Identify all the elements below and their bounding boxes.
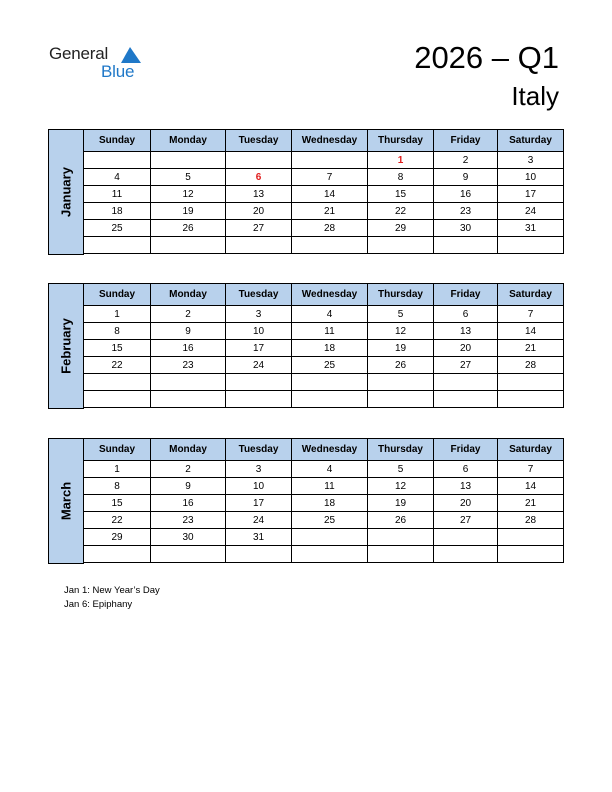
day-cell: 2 [151,461,226,478]
day-cell: 15 [84,495,151,512]
day-cell: 10 [498,169,564,186]
day-cell: 3 [226,461,292,478]
empty-day-cell [292,237,368,254]
day-cell: 12 [368,323,434,340]
empty-day-cell [151,391,226,408]
day-cell: 10 [226,323,292,340]
empty-day-cell [368,391,434,408]
weekday-header: Monday [151,284,226,306]
day-cell: 27 [226,220,292,237]
day-cell: 19 [151,203,226,220]
day-cell: 31 [226,529,292,546]
month-name: January [58,167,74,217]
holiday-note: Jan 6: Epiphany [64,599,133,610]
empty-day-cell [226,546,292,563]
day-cell: 13 [434,323,498,340]
empty-day-cell [434,237,498,254]
day-cell: 8 [84,478,151,495]
weekday-header: Thursday [368,130,434,152]
empty-day-cell [368,546,434,563]
day-cell: 2 [434,152,498,169]
day-cell: 18 [84,203,151,220]
day-cell: 11 [84,186,151,203]
day-cell: 11 [292,478,368,495]
empty-day-cell [368,529,434,546]
empty-day-cell [226,374,292,391]
weekday-header: Sunday [84,439,151,461]
day-cell: 20 [226,203,292,220]
country-name: Italy [511,81,559,111]
day-cell: 17 [226,340,292,357]
day-cell: 7 [498,306,564,323]
day-cell: 19 [368,340,434,357]
day-cell: 26 [368,512,434,529]
day-cell: 7 [292,169,368,186]
day-cell: 30 [151,529,226,546]
month-name: February [58,318,74,374]
empty-day-cell [368,374,434,391]
month-grid [84,439,564,564]
empty-day-cell [292,391,368,408]
day-cell: 24 [226,357,292,374]
day-cell: 5 [151,169,226,186]
day-cell: 29 [84,529,151,546]
day-cell: 13 [434,478,498,495]
day-cell: 8 [84,323,151,340]
day-cell: 22 [84,512,151,529]
day-cell: 23 [151,512,226,529]
empty-day-cell [226,152,292,169]
day-cell: 20 [434,340,498,357]
empty-day-cell [151,546,226,563]
day-cell: 3 [498,152,564,169]
day-cell: 21 [292,203,368,220]
day-cell: 28 [498,512,564,529]
month-side-band [49,130,84,255]
day-cell: 4 [292,306,368,323]
weekday-header: Thursday [368,439,434,461]
day-cell: 1 [84,461,151,478]
weekday-header: Tuesday [226,439,292,461]
day-cell: 18 [292,495,368,512]
day-cell: 8 [368,169,434,186]
day-cell: 6 [434,461,498,478]
logo-flag-icon [121,47,141,63]
empty-day-cell [226,237,292,254]
day-cell: 9 [151,323,226,340]
empty-day-cell [84,374,151,391]
day-cell: 12 [151,186,226,203]
month-grid [84,284,564,409]
weekday-header: Saturday [498,439,564,461]
month-side-band [49,284,84,409]
day-cell: 24 [226,512,292,529]
weekday-header: Thursday [368,284,434,306]
day-cell: 13 [226,186,292,203]
day-cell: 26 [151,220,226,237]
weekday-header: Saturday [498,130,564,152]
empty-day-cell [498,237,564,254]
empty-day-cell [434,529,498,546]
month-name: March [58,481,74,521]
day-cell: 3 [226,306,292,323]
month-calendar-february [48,283,564,409]
empty-day-cell [151,152,226,169]
weekday-header: Friday [434,130,498,152]
day-cell: 15 [368,186,434,203]
day-cell: 10 [226,478,292,495]
day-cell: 4 [292,461,368,478]
holiday-day-cell: 1 [368,152,434,169]
day-cell: 11 [292,323,368,340]
holiday-notes [64,584,160,612]
empty-day-cell [292,374,368,391]
day-cell: 19 [368,495,434,512]
empty-day-cell [292,529,368,546]
day-cell: 9 [151,478,226,495]
weekday-header: Friday [434,284,498,306]
weekday-header: Sunday [84,284,151,306]
weekday-header: Monday [151,439,226,461]
day-cell: 12 [368,478,434,495]
empty-day-cell [84,546,151,563]
day-cell: 27 [434,512,498,529]
empty-day-cell [292,546,368,563]
empty-day-cell [226,391,292,408]
day-cell: 7 [498,461,564,478]
empty-day-cell [292,152,368,169]
empty-day-cell [368,237,434,254]
weekday-header: Wednesday [292,130,368,152]
weekday-header: Tuesday [226,130,292,152]
day-cell: 1 [84,306,151,323]
day-cell: 22 [368,203,434,220]
day-cell: 18 [292,340,368,357]
day-cell: 6 [434,306,498,323]
day-cell: 22 [84,357,151,374]
month-calendar-march [48,438,564,564]
day-cell: 9 [434,169,498,186]
day-cell: 30 [434,220,498,237]
weekday-header: Friday [434,439,498,461]
day-cell: 24 [498,203,564,220]
logo [49,44,159,84]
logo-general-text: General [49,44,109,63]
day-cell: 25 [292,512,368,529]
holiday-day-cell: 6 [226,169,292,186]
weekday-header: Wednesday [292,284,368,306]
day-cell: 17 [498,186,564,203]
holiday-note: Jan 1: New Year’s Day [64,585,160,596]
day-cell: 21 [498,340,564,357]
weekday-header: Sunday [84,130,151,152]
day-cell: 2 [151,306,226,323]
day-cell: 28 [292,220,368,237]
empty-day-cell [84,391,151,408]
empty-day-cell [498,546,564,563]
day-cell: 23 [151,357,226,374]
month-grid [84,130,564,255]
month-calendar-january [48,129,564,255]
day-cell: 31 [498,220,564,237]
day-cell: 21 [498,495,564,512]
day-cell: 5 [368,461,434,478]
day-cell: 14 [498,323,564,340]
empty-day-cell [498,529,564,546]
day-cell: 14 [292,186,368,203]
day-cell: 16 [151,495,226,512]
day-cell: 5 [368,306,434,323]
day-cell: 27 [434,357,498,374]
day-cell: 26 [368,357,434,374]
day-cell: 25 [84,220,151,237]
day-cell: 14 [498,478,564,495]
day-cell: 15 [84,340,151,357]
weekday-header: Saturday [498,284,564,306]
page-title: 2026 – Q1 [414,40,559,75]
empty-day-cell [498,391,564,408]
weekday-header: Monday [151,130,226,152]
weekday-header: Tuesday [226,284,292,306]
day-cell: 17 [226,495,292,512]
empty-day-cell [84,152,151,169]
day-cell: 29 [368,220,434,237]
empty-day-cell [434,391,498,408]
weekday-header: Wednesday [292,439,368,461]
day-cell: 28 [498,357,564,374]
month-side-band [49,439,84,564]
empty-day-cell [434,374,498,391]
empty-day-cell [151,374,226,391]
day-cell: 25 [292,357,368,374]
day-cell: 16 [151,340,226,357]
day-cell: 4 [84,169,151,186]
day-cell: 16 [434,186,498,203]
empty-day-cell [151,237,226,254]
logo-blue-text: Blue [101,62,135,81]
empty-day-cell [434,546,498,563]
day-cell: 20 [434,495,498,512]
day-cell: 23 [434,203,498,220]
empty-day-cell [498,374,564,391]
empty-day-cell [84,237,151,254]
